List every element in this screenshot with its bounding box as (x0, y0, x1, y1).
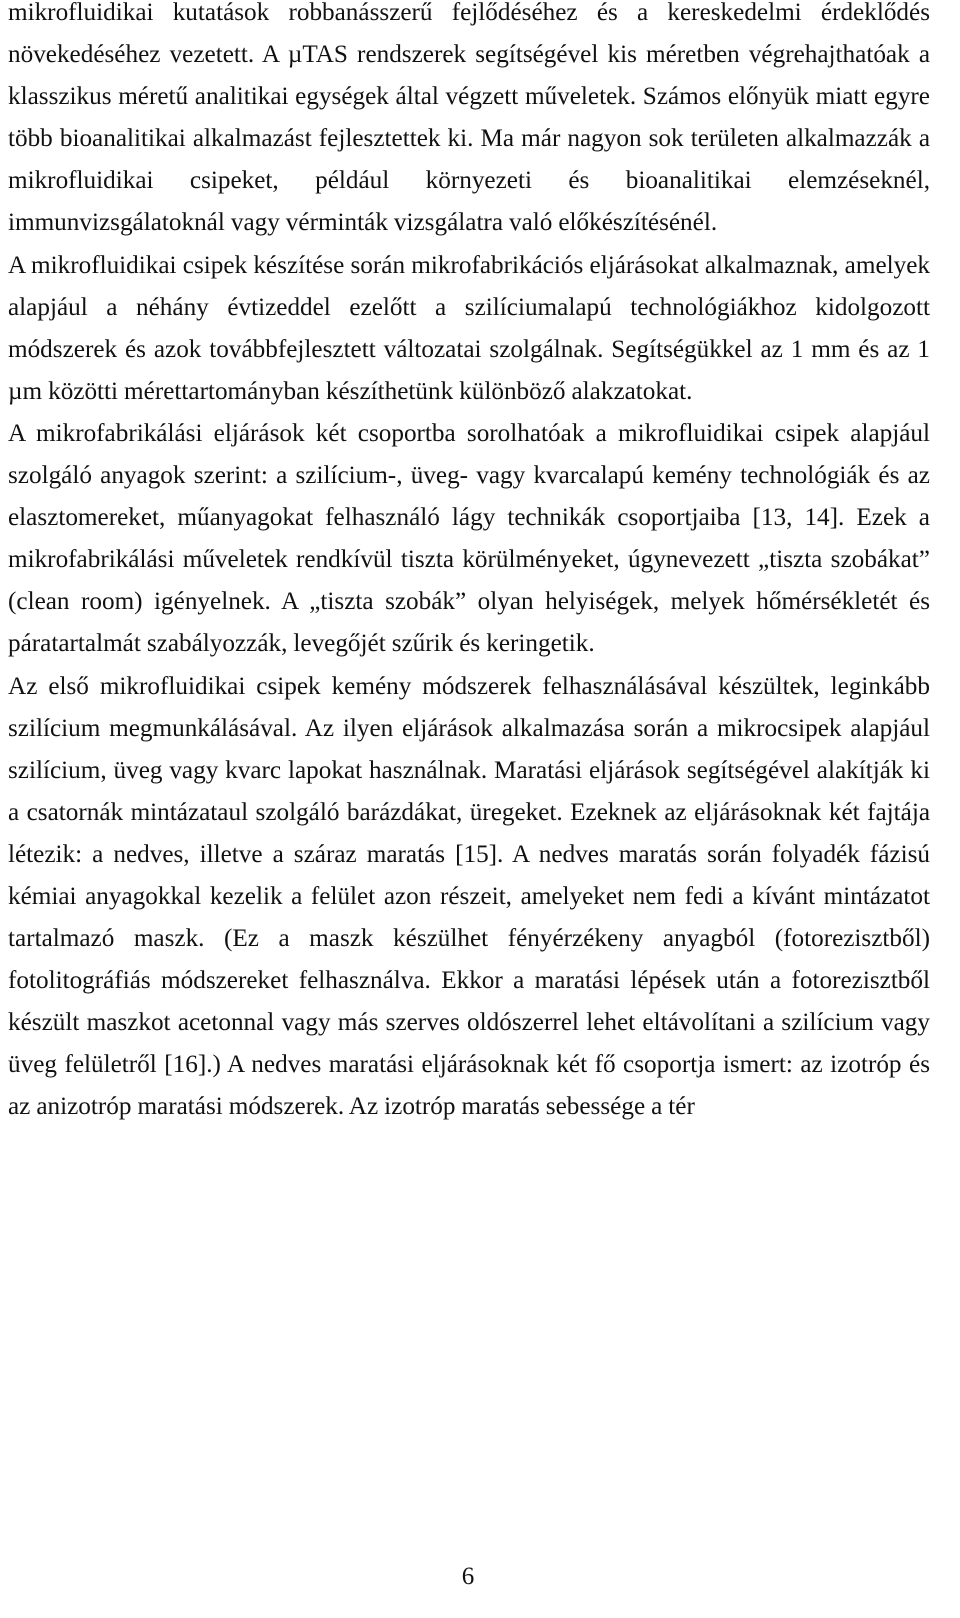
paragraph-microfabrication: A mikrofluidikai csipek készítése során mikrofabrikációs eljárásokat alkalmaznak, amelyek alapjául a néhány évtizeddel ezelőtt a szilíciumalapú technológiákhoz kidolgozott módszerek és azok továbbfejlesztett változatai szolgálnak. Segítségükkel az 1 mm és az 1 µm közötti mérettartományban készíthetünk különböző alakzatokat. (8, 251, 930, 405)
paragraph-hard-methods: Az első mikrofluidikai csipek kemény módszerek felhasználásával készültek, leginkább szilícium megmunkálásával. Az ilyen eljárások alkalmazása során a mikrocsipek alapjául szilícium, üveg vagy kvarc lapokat használnak. Maratási eljárások segítségével alakítják ki a csatornák mintázataul szolgáló barázdákat, üregeket. Ezeknek az eljárásoknak két fajtája létezik: a nedves, illetve a száraz maratás [15]. A nedves maratás során folyadék fázisú kémiai anyagokkal kezelik a felület azon részeit, amelyeket nem fedi a kívánt mintázatot tartalmazó maszk. (Ez a maszk készülhet fényérzékeny anyagból (fotorezisztből) fotolitográfiás módszereket felhasználva. Ekkor a maratási lépések után a fotorezisztből készült maszkot acetonnal vagy más szerves oldószerrel lehet eltávolítani a szilícium vagy üveg felületről [16].) A nedves maratási eljárásoknak két fő csoportja ismert: az izotróp és az anizotróp maratási módszerek. Az izotróp maratás sebessége a tér (8, 672, 930, 1121)
paragraph-technologies: A mikrofabrikálási eljárások két csoportba sorolhatóak a mikrofluidikai csipek alapjául szolgáló anyagok szerint: a szilícium-, üveg- vagy kvarcalapú kemény technológiák és az elasztomereket, műanyagokat felhasználó lágy technikák csoportjaiba [13, 14]. Ezek a mikrofabrikálási műveletek rendkívül tiszta körülményeket, úgynevezett „tiszta szobákat” (clean room) igényelnek. A „tiszta szobák” olyan helyiségek, melyek hőmérsékletét és páratartalmát szabályozzák, levegőjét szűrik és keringetik. (8, 419, 930, 658)
page-number: 6 (461, 1563, 475, 1590)
document-page (8, 0, 930, 1129)
paragraph-intro: mikrofluidikai kutatások robbanásszerű fejlődéséhez és a kereskedelmi érdeklődés növekedéséhez vezetett. A µTAS rendszerek segítségével kis méretben végrehajthatóak a klasszikus méretű analitikai egységek által végzett műveletek. Számos előnyük miatt egyre több bioanalitikai alkalmazást fejlesztettek ki. Ma már nagyon sok területen alkalmazzák a mikrofluidikai csipeket, például környezeti és bioanalitikai elemzéseknél, immunvizsgálatoknál vagy vérminták vizsgálatra való előkészítésénél. (8, 0, 930, 237)
